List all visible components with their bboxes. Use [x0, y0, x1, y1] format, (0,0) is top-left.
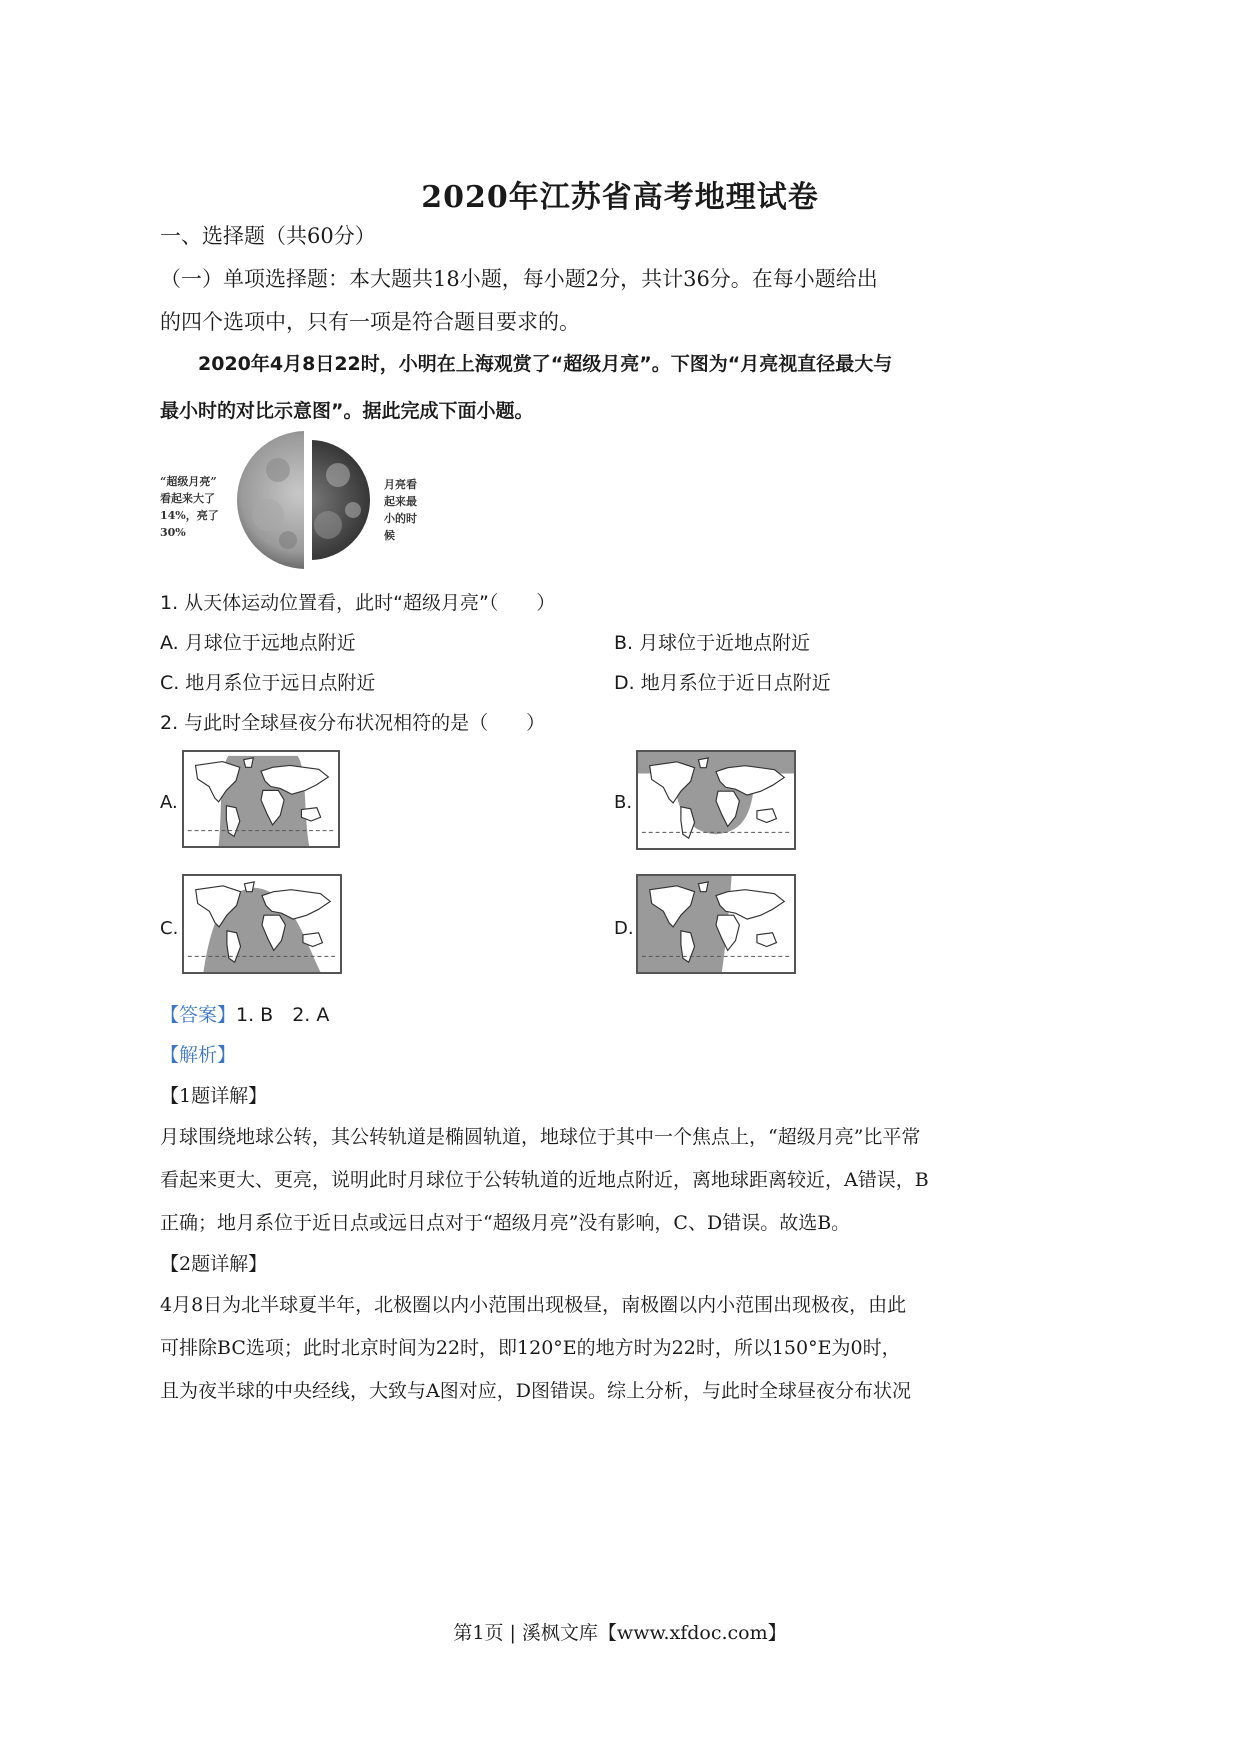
q1-option-d: D. 地月系位于近日点附近	[614, 672, 831, 694]
detail-2-line: 且为夜半球的中央经线，大致与A图对应，D图错误。综上分析，与此时全球昼夜分布状况	[160, 1380, 911, 1402]
moon-right-label-line: 候	[384, 529, 395, 542]
page-title: 2020年江苏省高考地理试卷	[421, 180, 819, 215]
day-night-map-b	[638, 752, 794, 848]
answer-tag: 【答案】	[160, 1004, 237, 1026]
question-1-stem: 1. 从天体运动位置看，此时“超级月亮”（ ）	[160, 592, 556, 614]
analysis-tag: 【解析】	[160, 1044, 237, 1066]
detail-2-line: 4月8日为北半球夏半年，北极圈以内小范围出现极昼，南极圈以内小范围出现极夜，由此	[160, 1294, 907, 1316]
day-night-map-d	[638, 876, 794, 972]
moon-left-label-line: 14%，亮了	[160, 509, 219, 522]
q2-option-c-map	[182, 874, 342, 974]
section-heading: 一、选择题（共60分）	[160, 224, 376, 248]
answer-line	[160, 1000, 329, 1027]
moon-left-label-line: 看起来大了	[160, 492, 215, 505]
moon-comparison-figure	[228, 430, 388, 570]
q2-option-a-map	[182, 750, 340, 848]
intro-line-2: 的四个选项中，只有一项是符合题目要求的。	[160, 310, 580, 334]
moon-right-label	[384, 476, 434, 544]
detail-2-heading: 【2题详解】	[160, 1253, 268, 1275]
day-night-map-a	[184, 752, 338, 846]
q1-option-a: A. 月球位于远地点附近	[160, 632, 356, 654]
q2-option-a-label: A.	[160, 792, 178, 813]
q1-option-b: B. 月球位于近地点附近	[614, 632, 811, 654]
answer-text: 1. B 2. A	[236, 1004, 330, 1026]
moon-left-label-line: 30%	[160, 526, 186, 539]
q2-option-b-label: B.	[614, 792, 633, 813]
detail-1-heading: 【1题详解】	[160, 1085, 268, 1107]
detail-2-line: 可排除BC选项；此时北京时间为22时，即120°E的地方时为22时，所以150°E为0时，	[160, 1337, 901, 1359]
moon-right-label-line: 月亮看	[384, 478, 417, 491]
detail-1-line: 月球围绕地球公转，其公转轨道是椭圆轨道，地球位于其中一个焦点上，“超级月亮”比平常	[160, 1126, 921, 1148]
page-footer: 第1页 | 溪枫文库【www.xfdoc.com】	[453, 1622, 787, 1644]
passage-line-1: 2020年4月8日22时，小明在上海观赏了“超级月亮”。下图为“月亮视直径最大与	[198, 353, 893, 375]
q2-option-b-map	[636, 750, 796, 850]
detail-1-line: 看起来更大、更亮，说明此时月球位于公转轨道的近地点附近，离地球距离较近，A错误，B	[160, 1169, 929, 1191]
detail-1-line: 正确；地月系位于近日点或远日点对于“超级月亮”没有影响，C、D错误。故选B。	[160, 1212, 851, 1234]
q2-option-c-label: C.	[160, 918, 179, 939]
moon-left-label-line: “超级月亮”	[160, 475, 217, 488]
q1-option-c: C. 地月系位于远日点附近	[160, 672, 376, 694]
q2-option-d-label: D.	[614, 918, 634, 939]
day-night-map-c	[184, 876, 340, 972]
moon-right-label-line: 小的时	[384, 512, 417, 525]
moon-right-label-line: 起来最	[384, 495, 417, 508]
passage-line-2: 最小时的对比示意图”。据此完成下面小题。	[160, 400, 534, 422]
q2-option-d-map	[636, 874, 796, 974]
moon-left-label	[160, 473, 236, 541]
intro-line-1: （一）单项选择题：本大题共18小题，每小题2分，共计36分。在每小题给出	[160, 267, 878, 291]
question-2-stem: 2. 与此时全球昼夜分布状况相符的是（ ）	[160, 712, 546, 734]
